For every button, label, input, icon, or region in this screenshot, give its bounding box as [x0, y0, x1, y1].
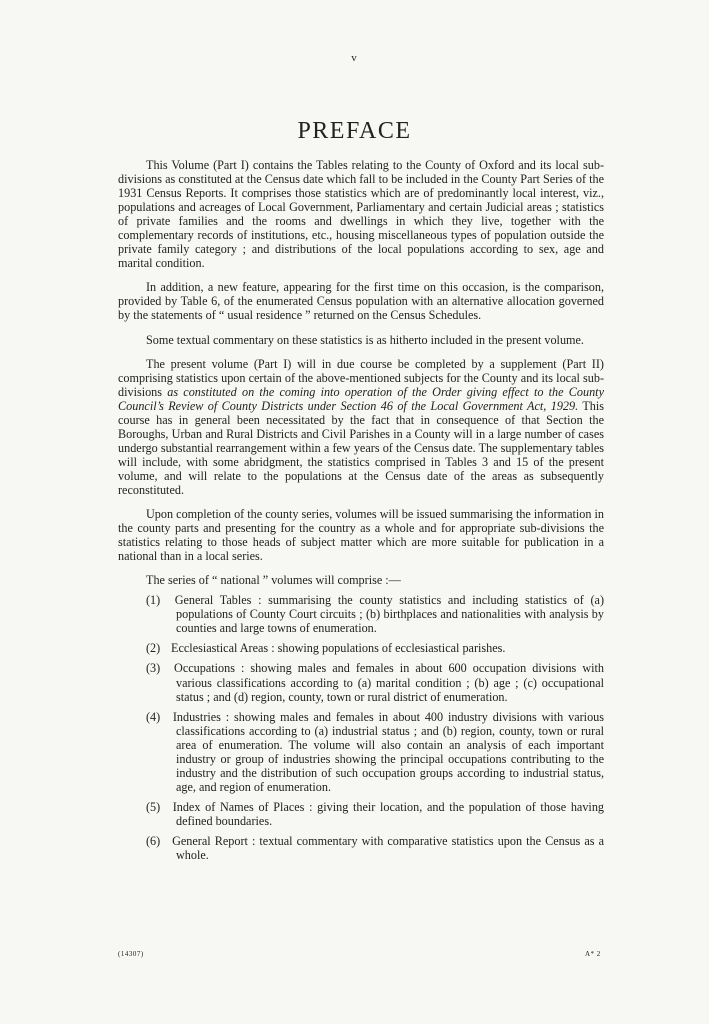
list-item-text: Ecclesiastical Areas : showing populations of ecclesiastical parishes. [171, 641, 506, 656]
list-item-number: (3) [146, 661, 161, 676]
list-item [146, 710, 604, 794]
list-item-number: (2) [146, 641, 161, 656]
paragraph: The series of “ national ” volumes will comprise :— [146, 573, 401, 588]
paragraph: This Volume (Part I) contains the Tables relating to the County of Oxford and its local sub-divisions as constituted at the Census date which fall to be included in the County Part Series of the 1931 Census Reports. It comprises those statistics which are of predominantly local interest, viz., populations and acreages of Local Government, Parliamentary and certain Judicial areas ; statistics of private families and the rooms and dwellings in which they live, together with the complementary records of institutions, etc., housing miscellaneous types of population outside the private family category ; and distributions of the local populations according to sex, age and marital condition. [118, 158, 604, 271]
list-item [146, 641, 604, 655]
paragraph-text: The present volume (Part I) will in due course be completed by a supplement (Part II) comprising statistics upon certain of the above-mentioned subjects for the County and its local sub-divisions [118, 356, 604, 399]
paragraph: In addition, a new feature, appearing for the first time on this occasion, is the comparison, provided by Table 6, of the enumerated Census population with an alternative allocation governed by the statements of “ usual residence ” returned on the Census Schedules. [118, 280, 604, 323]
list-item-number: (6) [146, 833, 161, 848]
paragraph [118, 357, 604, 497]
list-item-text: Industries : showing males and females in about 400 industry divisions with various classifications according to (a) industrial status ; and (b) region, county, town or rural area of enumeration. The volume will also contain an analysis of each important industry or group of industries showing the principal occupations contributing to the industry and the distribution of such occupation groups according to industrial status, age, and region of enumeration. [172, 709, 604, 794]
preface-body [118, 158, 604, 868]
volume-list [118, 593, 604, 862]
footer-code: (14307) [118, 950, 144, 958]
footer-signature: A* 2 [585, 950, 601, 958]
list-item-text: General Report : textual commentary with comparative statistics upon the Census as a whole. [172, 833, 605, 863]
list-item-number: (4) [146, 709, 161, 724]
paragraph: Upon completion of the county series, volumes will be issued summarising the information in the county parts and presenting for the country as a whole and for appropriate sub-divisions the statistics relating to those heads of subject matter which are more suitable for publication in a national than in a local series. [118, 507, 604, 564]
list-item [146, 593, 604, 635]
paragraph-text: This course has in general been necessitated by the fact that in consequence of that Section the Boroughs, Urban and Rural Districts and Civil Parishes in a County will in a large number of cases undergo substantial rearrangement within a few years of the Census date. The supplementary tables will include, with some abridgment, the statistics comprised in Tables 3 and 15 of the present volume, and will relate to the populations at the Census date of the areas as subsequently reconstituted. [118, 398, 604, 497]
page-title: PREFACE [297, 118, 412, 144]
paragraph: Some textual commentary on these statistics is as hitherto included in the present volume. [146, 332, 584, 347]
page-number: v [351, 52, 358, 64]
list-item-number: (1) [146, 593, 161, 608]
list-item [146, 800, 604, 828]
list-item-text: Index of Names of Places : giving their location, and the population of those having defined boundaries. [172, 799, 605, 828]
list-item-text: General Tables : summarising the county statistics and including statistics of (a) populations of County Court circuits ; (b) birthplaces and nationalities with analysis by counties and large towns of enumeration. [174, 593, 604, 636]
list-item [146, 661, 604, 703]
list-item [146, 834, 604, 862]
list-item-number: (5) [146, 799, 161, 814]
list-item-text: Occupations : showing males and females in about 600 occupation divisions with various classifications according to (a) marital condition ; (b) age ; (c) occupational status ; and (d) region, county, town or rural district of enumeration. [174, 661, 605, 704]
paragraph-italic-text: as constituted on the coming into operation of the Order giving effect to the County Council’s Review of County Districts under Section 46 of the Local Government Act, 1929. [118, 384, 604, 413]
